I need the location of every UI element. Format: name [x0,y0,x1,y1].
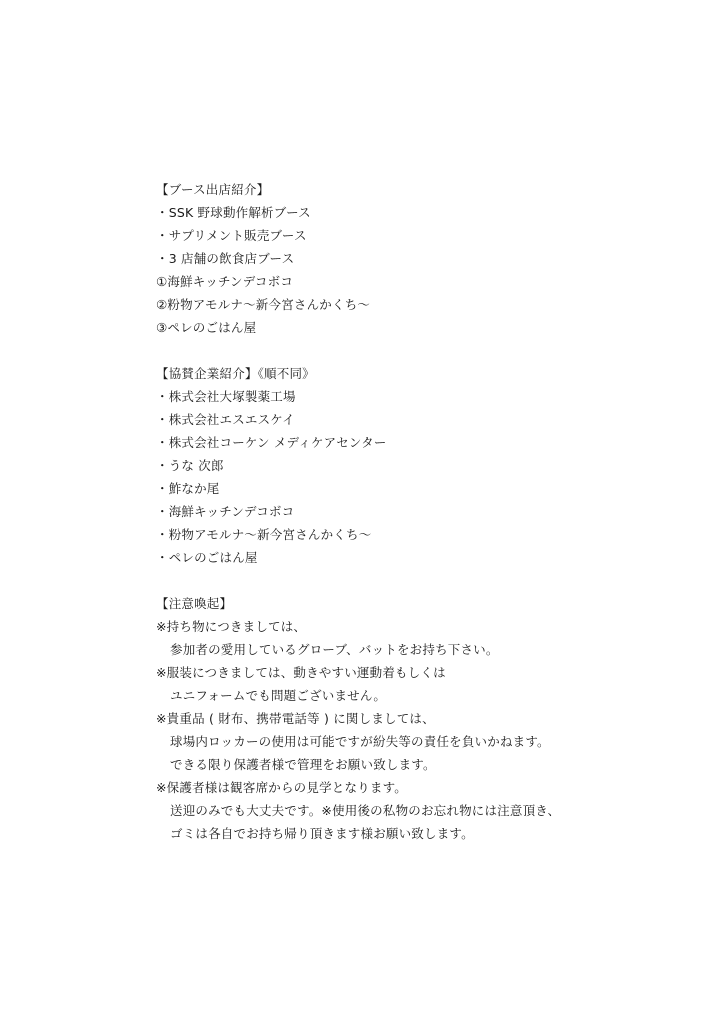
sponsor-item: ・海鮮キッチンデコボコ [156,504,295,519]
sponsor-item: ・ペレのごはん屋 [156,550,258,565]
booth-item: ②粉物アモルナ～新今宮さんかくち～ [156,297,371,312]
notice-line: ※保護者様は観客席からの見学となります。 [156,780,407,795]
notice-line: できる限り保護者様で管理をお願い致します。 [170,757,436,772]
booth-item: ・SSK 野球動作解析ブース [156,205,311,220]
booth-item: ①海鮮キッチンデコボコ [156,274,294,289]
sponsor-item: ・鮓なか尾 [156,481,220,496]
booth-item: ③ペレのごはん屋 [156,320,257,335]
booth-heading: 【ブース出店紹介】 [156,182,270,197]
sponsor-item: ・株式会社コーケン メディケアセンター [156,435,387,450]
sponsor-item: ・株式会社エスエスケイ [156,412,295,427]
notice-section [156,592,696,845]
sponsor-item: ・うな 次郎 [156,458,224,473]
notice-heading: 【注意喚起】 [156,596,233,611]
notice-line: 参加者の愛用しているグローブ、バットをお持ち下さい。 [170,642,499,657]
notice-line: ※貴重品 ( 財布、携帯電話等 ) に関しましては、 [156,711,435,726]
notice-line: 球場内ロッカーの使用は可能ですが紛失等の責任を負いかねます。 [170,734,550,749]
sponsor-item: ・粉物アモルナ～新今宮さんかくち～ [156,527,372,542]
notice-line: ゴミは各自でお持ち帰り頂きます様お願い致します。 [170,826,474,841]
notice-line: ※持ち物につきましては、 [156,619,307,634]
booth-section [156,178,696,339]
booth-item: ・サプリメント販売ブース [156,228,307,243]
sponsor-heading: 【協賛企業紹介】《順不同》 [156,366,315,381]
sponsor-section [156,362,696,569]
booth-item: ・3 店舗の飲食店ブース [156,251,295,266]
document-page [156,178,696,845]
notice-line: ユニフォームでも問題ございません。 [170,688,387,703]
sponsor-item: ・株式会社大塚製薬工場 [156,389,296,404]
notice-line: 送迎のみでも大丈夫です。※使用後の私物のお忘れ物には注意頂き、 [170,803,561,818]
notice-line: ※服装につきましては、動きやすい運動着もしくは [156,665,446,680]
